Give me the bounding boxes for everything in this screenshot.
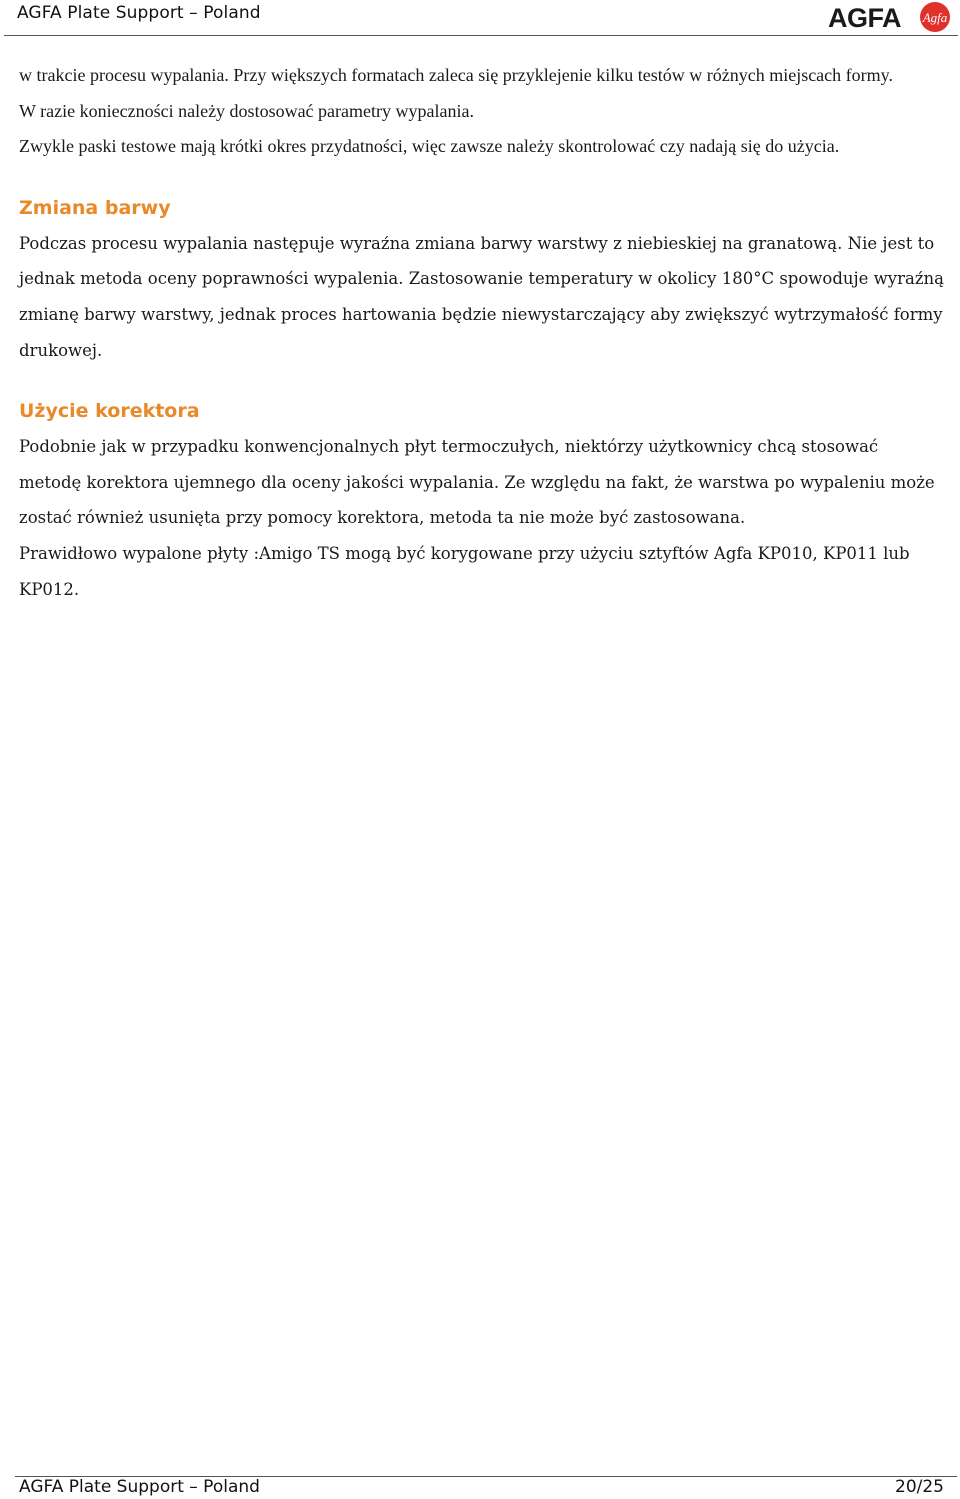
page-header <box>0 0 960 36</box>
section-heading-uzycie-korektora: Użycie korektora <box>19 400 200 423</box>
intro-line-3: Zwykle paski testowe mają krótki okres przydatności, więc zawsze należy skontrolować czy nadają się do użycia. <box>19 136 840 157</box>
agfa-logo <box>828 1 954 33</box>
section-heading-zmiana-barwy: Zmiana barwy <box>19 196 171 219</box>
section-paragraph-uzycie-korektora-1: Podobnie jak w przypadku konwencjonalnych płyt termoczułych, niektórzy użytkownicy chcą stosować metodę korektora ujemnego dla oceny jakości wypalania. Ze względu na fakt, że warstwa po wypaleniu może zostać również usunięta przy pomocy korektora, metoda ta nie może być zastosowana. <box>19 437 935 528</box>
logo-wordmark: AGFA <box>828 3 902 33</box>
section-paragraph-zmiana-barwy: Podczas procesu wypalania następuje wyraźna zmiana barwy warstwy z niebieskiej na granatową. Nie jest to jednak metoda oceny poprawności wypalenia. Zastosowanie temperatury w okolicy 180°C spowoduje wyraźną zmianę barwy warstwy, jednak proces hartowania będzie niewystarczający aby zwiększyć wytrzymałość formy drukowej. <box>19 233 944 360</box>
page-number: 20/25 <box>895 1477 944 1497</box>
footer-title: AGFA Plate Support – Poland <box>19 1477 260 1497</box>
header-rule <box>4 35 958 36</box>
section-paragraph-uzycie-korektora-2: Prawidłowo wypalone płyty :Amigo TS mogą być korygowane przy użyciu sztyftów Agfa KP010, KP011 lub KP012. <box>19 543 910 599</box>
logo-badge-text: Agfa <box>922 10 948 25</box>
intro-line-2: W razie konieczności należy dostosować parametry wypalania. <box>19 100 474 121</box>
document-body <box>19 58 944 607</box>
header-title: AGFA Plate Support – Poland <box>17 3 261 23</box>
intro-line-1: w trakcie procesu wypalania. Przy większych formatach zaleca się przyklejenie kilku testów w różnych miejscach formy. <box>19 65 893 85</box>
